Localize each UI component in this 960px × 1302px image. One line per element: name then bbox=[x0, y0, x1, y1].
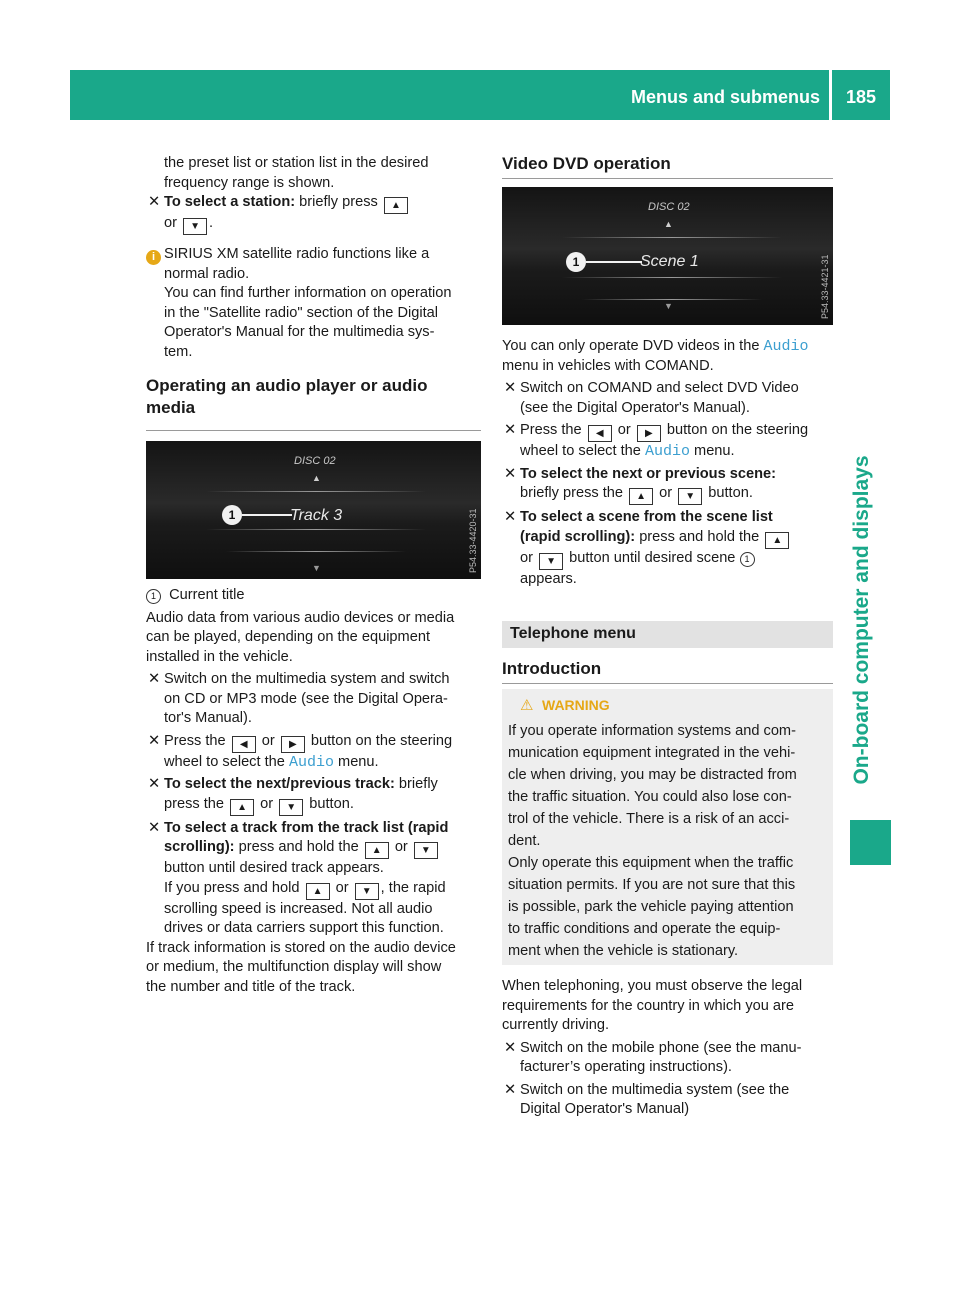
section-title: Menus and submenus bbox=[630, 87, 820, 107]
audio-menu-link[interactable]: Audio bbox=[644, 443, 690, 460]
right-key-icon: ▶ bbox=[281, 736, 305, 753]
up-key-icon: ▲ bbox=[629, 488, 653, 505]
step-marker-icon: ✕ bbox=[148, 732, 161, 749]
up-key-icon: ▲ bbox=[230, 799, 254, 816]
step-marker-icon: ✕ bbox=[504, 422, 517, 438]
left-column bbox=[146, 154, 482, 419]
video-display-figure: DISC 02 ▲ 1 Scene 1 ▼ P54.33-4421-31 bbox=[502, 187, 833, 325]
step-item: ✕ Switch on the multimedia system (see the Digital Operator's Manual) bbox=[504, 1081, 790, 1117]
header-separator bbox=[829, 70, 832, 120]
down-arrow-icon: ▼ bbox=[664, 301, 673, 311]
warning-text: If you operate information systems and com- munication equipment integrated in the vehi- cle when driving, you may be distracted from the traffic situation. You could also lose con- trol of the vehicle. There is a risk of an acci- dent. Only operate this equipment when the traffic situation permits. If you are not sure that this is possible, park the vehicle paying attention to traffic conditions and operate the equip- ment when the vehicle is stationary. bbox=[508, 723, 797, 959]
heading-introduction: Introduction bbox=[502, 659, 602, 678]
page-number: 185 bbox=[846, 87, 877, 107]
right-key-icon: ▶ bbox=[637, 425, 661, 442]
intro-line: the preset list or station list in the desired bbox=[164, 155, 429, 171]
down-key-icon: ▼ bbox=[355, 883, 379, 900]
right-column: You can only operate DVD videos in the Audio menu in vehicles with COMAND. ✕ Switch on COMAND and select DVD Video (see the Digital Operator's Manual). ✕ Press the ◀ or ▶ button on the steering wheel to select the Audio menu. ✕ To select the next or previous scene: briefly press the ▲ or ▼ button. ✕ To select a scene from the scene list (rapid scrolling): press and hold the ▲ or ▼ button until desired scene 1 appears. bbox=[502, 337, 838, 589]
up-arrow-icon: ▲ bbox=[312, 473, 321, 483]
step-item: ✕ Switch on the multimedia system and switch on CD or MP3 mode (see the Digital Opera- tor's Manual). bbox=[148, 671, 450, 726]
down-key-icon: ▼ bbox=[678, 488, 702, 505]
warning-triangle-icon: ⚠ bbox=[520, 697, 534, 714]
left-column-lower: 1 Current title Audio data from various audio devices or media can be played, depending on the equipment installed in the vehicle. ✕ Switch on the multimedia system and switch on CD or MP3 mode (see the Digital Opera- tor's Manual). ✕ Press the ◀ or ▶ button on the steering wheel to select the Audio menu. ✕ To select the next/previous track: briefly press the ▲ or ▼ button. ✕ To select a track from the track list (rapid scrolling): press and hold the ▲ or ▼ button until desired track appears. If you press and hold ▲ or ▼ , the rapid scrolling speed is increased. Not all audio drives or data carriers support this function. If track information is stored on the audio device or medium, the multifunction display will show the number and title of the track. bbox=[146, 586, 482, 997]
legend-item: 1 Current title bbox=[146, 586, 482, 606]
info-text: in the "Satellite radio" section of the Digital bbox=[164, 304, 439, 321]
step-marker-icon: ✕ bbox=[148, 776, 161, 792]
info-text: You can find further information on operation bbox=[164, 285, 452, 301]
step-marker-icon: ✕ bbox=[504, 509, 517, 525]
step-marker-icon: ✕ bbox=[148, 194, 161, 210]
chapter-tab: On-board computer and displays bbox=[850, 455, 873, 785]
heading-rule bbox=[502, 178, 833, 179]
step-item: ✕ To select a scene from the scene list (rapid scrolling): press and hold the ▲ or ▼ button until desired scene 1 appears. bbox=[502, 508, 838, 589]
left-key-icon: ◀ bbox=[588, 425, 612, 442]
step-item: ✕ Press the ◀ or ▶ button on the steering wheel to select the Audio menu. bbox=[504, 422, 809, 460]
step-item: ✕ Switch on COMAND and select DVD Video (see the Digital Operator's Manual). bbox=[504, 380, 799, 416]
up-arrow-icon: ▲ bbox=[664, 219, 673, 229]
step-item: ✕ Switch on the mobile phone (see the manu- facturer’s operating instructions). bbox=[504, 1039, 802, 1075]
up-key-icon: ▲ bbox=[306, 883, 330, 900]
left-key-icon: ◀ bbox=[232, 736, 256, 753]
up-key-icon: ▲ bbox=[384, 197, 408, 214]
info-text: Operator's Manual for the multimedia sys- bbox=[164, 324, 435, 340]
step-item: ✕ To select a track from the track list (rapid scrolling): press and hold the ▲ or ▼ button until desired track appears. bbox=[148, 819, 449, 876]
step-item: ✕ To select the next or previous scene: briefly press the ▲ or ▼ button. bbox=[502, 465, 838, 506]
right-column-lower: When telephoning, you must observe the legal requirements for the country in which you are currently driving. ✕ Switch on the mobile phone (see the manu- facturer’s operating instructions). ✕ Switch on the multimedia system (see the Digital Operator's Manual) bbox=[502, 977, 838, 1120]
audio-menu-link[interactable]: Audio bbox=[288, 753, 334, 771]
chapter-marker bbox=[850, 820, 891, 865]
down-key-icon: ▼ bbox=[183, 218, 207, 235]
up-key-icon: ▲ bbox=[365, 842, 389, 859]
callout-marker: 1 bbox=[566, 252, 586, 272]
step-marker-icon: ✕ bbox=[504, 1081, 517, 1098]
down-key-icon: ▼ bbox=[414, 842, 438, 859]
heading-video: Video DVD operation bbox=[502, 154, 671, 173]
step-marker-icon: ✕ bbox=[148, 819, 161, 836]
station-step: ✕ To select a station: briefly press ▲ or ▼ . bbox=[146, 193, 482, 235]
step-marker-icon: ✕ bbox=[148, 671, 161, 687]
intro-line: frequency range is shown. bbox=[164, 174, 335, 191]
down-key-icon: ▼ bbox=[539, 553, 563, 570]
audio-display-figure: DISC 02 ▲ 1 Track 3 ▼ P54.33-4420-31 bbox=[146, 441, 481, 579]
callout-number-icon: 1 bbox=[146, 589, 161, 604]
step-marker-icon: ✕ bbox=[504, 380, 517, 396]
up-key-icon: ▲ bbox=[765, 532, 789, 549]
callout-marker: 1 bbox=[222, 505, 242, 525]
info-text: tem. bbox=[164, 343, 193, 360]
info-note: i SIRIUS XM satellite radio functions like a normal radio. bbox=[146, 245, 482, 284]
section-banner-title: Telephone menu bbox=[510, 625, 636, 642]
down-key-icon: ▼ bbox=[279, 799, 303, 816]
heading-rule bbox=[146, 430, 481, 431]
info-icon: i bbox=[146, 250, 161, 265]
step-item: ✕ Press the ◀ or ▶ button on the steering wheel to select the Audio menu. bbox=[148, 732, 453, 771]
callout-number-icon: 1 bbox=[740, 552, 755, 567]
step-marker-icon: ✕ bbox=[504, 465, 517, 482]
step-item: ✕ To select the next/previous track: briefly press the ▲ or ▼ button. bbox=[146, 775, 482, 816]
heading-audio: Operating an audio player or audio media bbox=[146, 376, 428, 417]
audio-menu-link[interactable]: Audio bbox=[763, 338, 809, 355]
down-arrow-icon: ▼ bbox=[312, 563, 321, 573]
heading-rule bbox=[502, 683, 833, 684]
step-marker-icon: ✕ bbox=[504, 1039, 517, 1056]
warning-title: WARNING bbox=[542, 697, 610, 713]
